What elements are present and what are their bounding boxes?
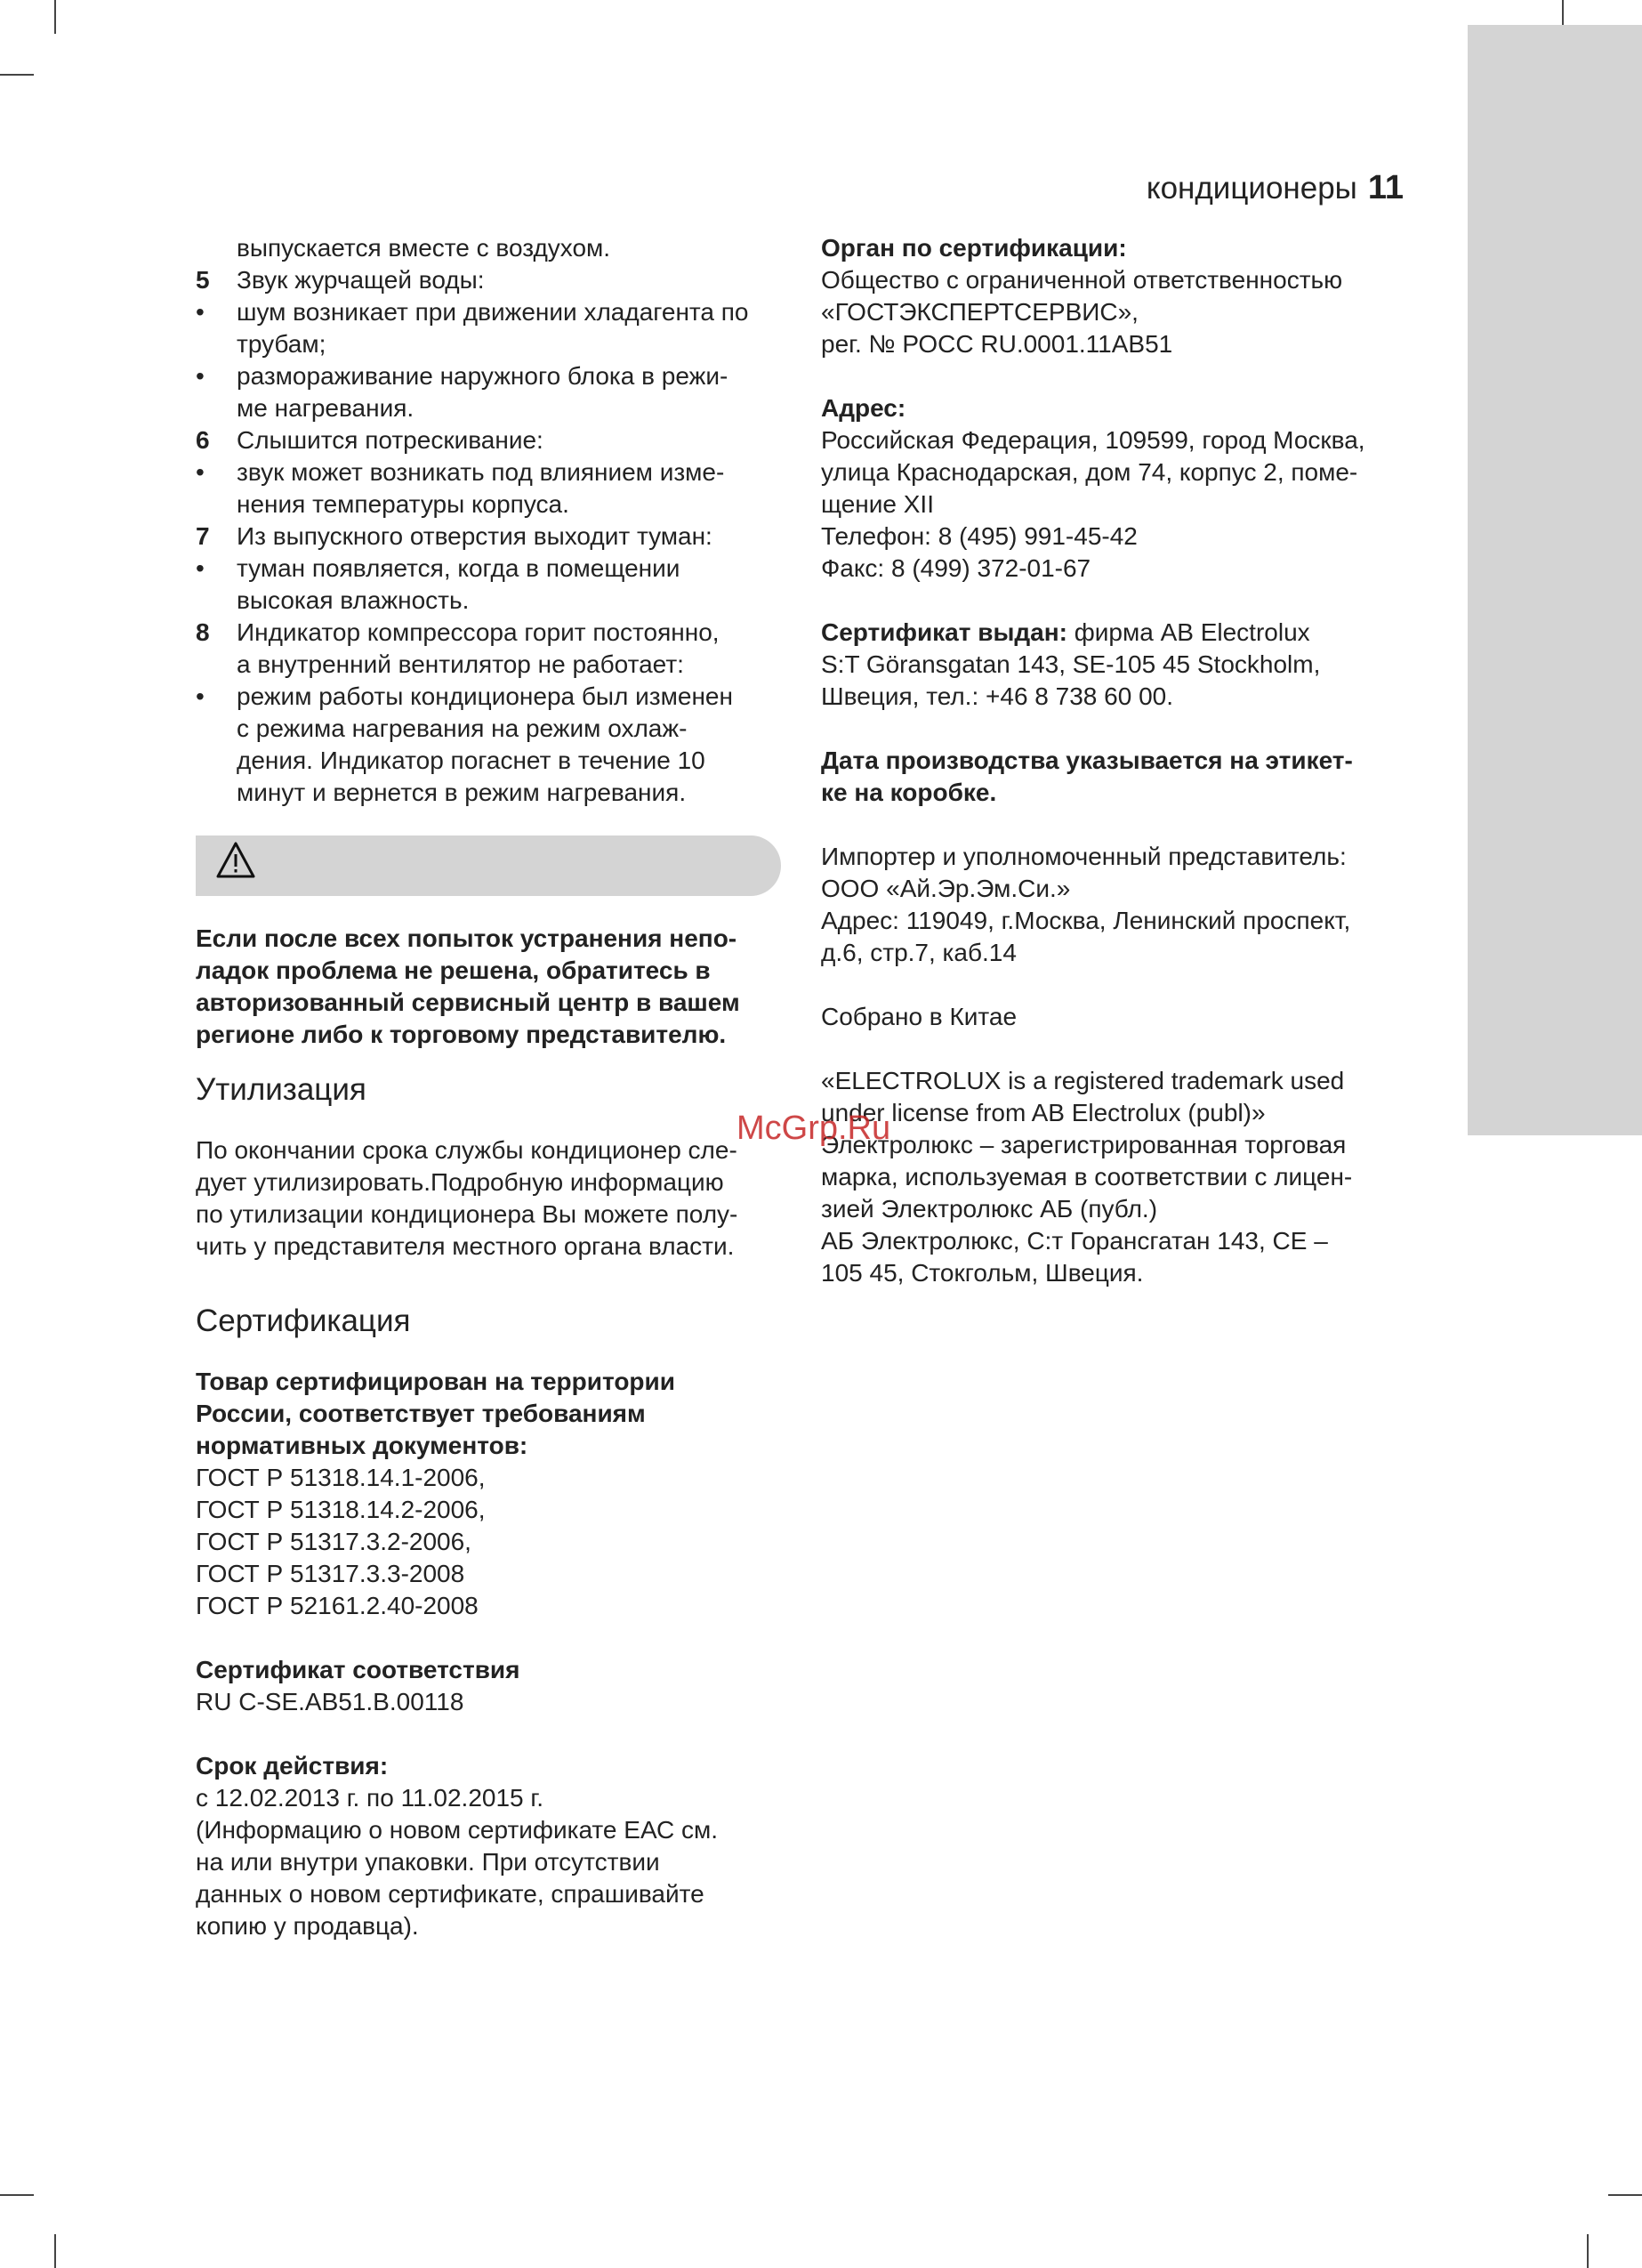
list-continuation: выпускается вместе с воздухом. [237, 234, 611, 262]
cert-body-text: Общество с ограниченной ответственностью «ГОСТЭКСПЕРТСЕРВИС», рег. № РОСС RU.0001.11АВ51 [821, 266, 1343, 358]
list-item: 8 Индикатор компрессора горит постоянно, а внутренний вентилятор не работает: [196, 618, 720, 678]
page-header [1147, 169, 1404, 207]
list-item: • звук может возникать под влиянием изме- нения температуры корпуса. [196, 458, 725, 518]
section-side-tab [1468, 25, 1642, 1135]
crop-mark [54, 2234, 56, 2268]
list-item: 6 Слышится потрескивание: [196, 426, 543, 454]
certification-heading: Сертификация [196, 1303, 411, 1338]
list-item: 7 Из выпускного отверстия выходит туман: [196, 522, 712, 550]
warning-text: Если после всех попыток устранения непо- ладок проблема не решена, обратитесь в авторизованный сервисный центр в вашем регионе либо к торговому представителю. [196, 924, 740, 1048]
list-item: • размораживание наружного блока в режи- ме нагревания. [196, 362, 728, 422]
section-title: кондиционеры [1146, 171, 1357, 206]
list-item: • режим работы кондиционера был изменен с режима нагревания на режим охлаж- дения. Индикатор погаснет в течение 10 минут и вернется в режим нагревания. [196, 682, 733, 806]
crop-mark [1587, 2234, 1589, 2268]
assembled-in: Собрано в Китае [821, 1003, 1018, 1030]
trademark-info: «ELECTROLUX is a registered trademark used under license from AB Electrolux (publ)» Электролюкс – зарегистрированная торговая марка, используемая в соответствии с лицен- зией Электролюкс АБ (публ.) АБ Электролюкс, С:т Горансгатан 143, СЕ – 105 45, Стокгольм, Швеция. [821, 1067, 1353, 1287]
address-text: Российская Федерация, 109599, город Москва, улица Краснодарская, дом 74, корпус 2, поме- щение XII Телефон: 8 (495) 991-45-42 Факс: 8 (499) 372-01-67 [821, 426, 1365, 582]
disposal-heading: Утилизация [196, 1072, 366, 1107]
validity-label: Срок действия: [196, 1752, 389, 1780]
disposal-text: По окончании срока службы кондиционер сле- дует утилизировать.Подробную информацию по утилизации кондиционера Вы можете полу- чить у представителя местного органа власти. [196, 1136, 738, 1260]
crop-mark [0, 74, 34, 76]
issued-by: Сертификат выдан: фирма AB Electrolux S:T Göransgatan 143, SE-105 45 Stockholm, Швеция, тел.: +46 8 738 60 00. [821, 618, 1321, 710]
left-column [196, 232, 783, 1942]
warning-bar [196, 835, 781, 896]
list-item: • туман появляется, когда в помещении высокая влажность. [196, 554, 680, 614]
cert-number: RU C-SE.AB51.B.00118 [196, 1688, 464, 1715]
address-label: Адрес: [821, 394, 906, 422]
standards-list: ГОСТ Р 51318.14.1-2006, ГОСТ Р 51318.14.2-2006, ГОСТ Р 51317.3.2-2006, ГОСТ Р 51317.3.3-2008 ГОСТ Р 52161.2.40-2008 [196, 1464, 486, 1619]
warning-triangle-icon [215, 841, 256, 880]
production-date-note: Дата производства указывается на этикет- ке на коробке. [821, 747, 1353, 806]
validity-text: с 12.02.2013 г. по 11.02.2015 г. (Информацию о новом сертификате ЕАС см. на или внутри упаковки. При отсутствии данных о новом сертификате, спрашивайте копию у продавца). [196, 1784, 719, 1940]
crop-mark [0, 2194, 34, 2196]
crop-mark [54, 0, 56, 34]
certification-intro: Товар сертифицирован на территории России, соответствует требованиям нормативных документов: [196, 1368, 675, 1459]
list-item: • шум возникает при движении хладагента по трубам; [196, 298, 749, 358]
right-column [821, 232, 1417, 1289]
list-item: 5 Звук журчащей воды: [196, 266, 485, 294]
page-number: 11 [1367, 169, 1404, 206]
importer-info: Импортер и уполномоченный представитель: ООО «Ай.Эр.Эм.Си.» Адрес: 119049, г.Москва, Ленинский проспект, д.6, стр.7, каб.14 [821, 843, 1351, 966]
cert-label: Сертификат соответствия [196, 1656, 520, 1683]
cert-body-label: Орган по сертификации: [821, 234, 1127, 262]
watermark-text: McGrp.Ru [736, 1110, 891, 1147]
crop-mark [1608, 2194, 1642, 2196]
